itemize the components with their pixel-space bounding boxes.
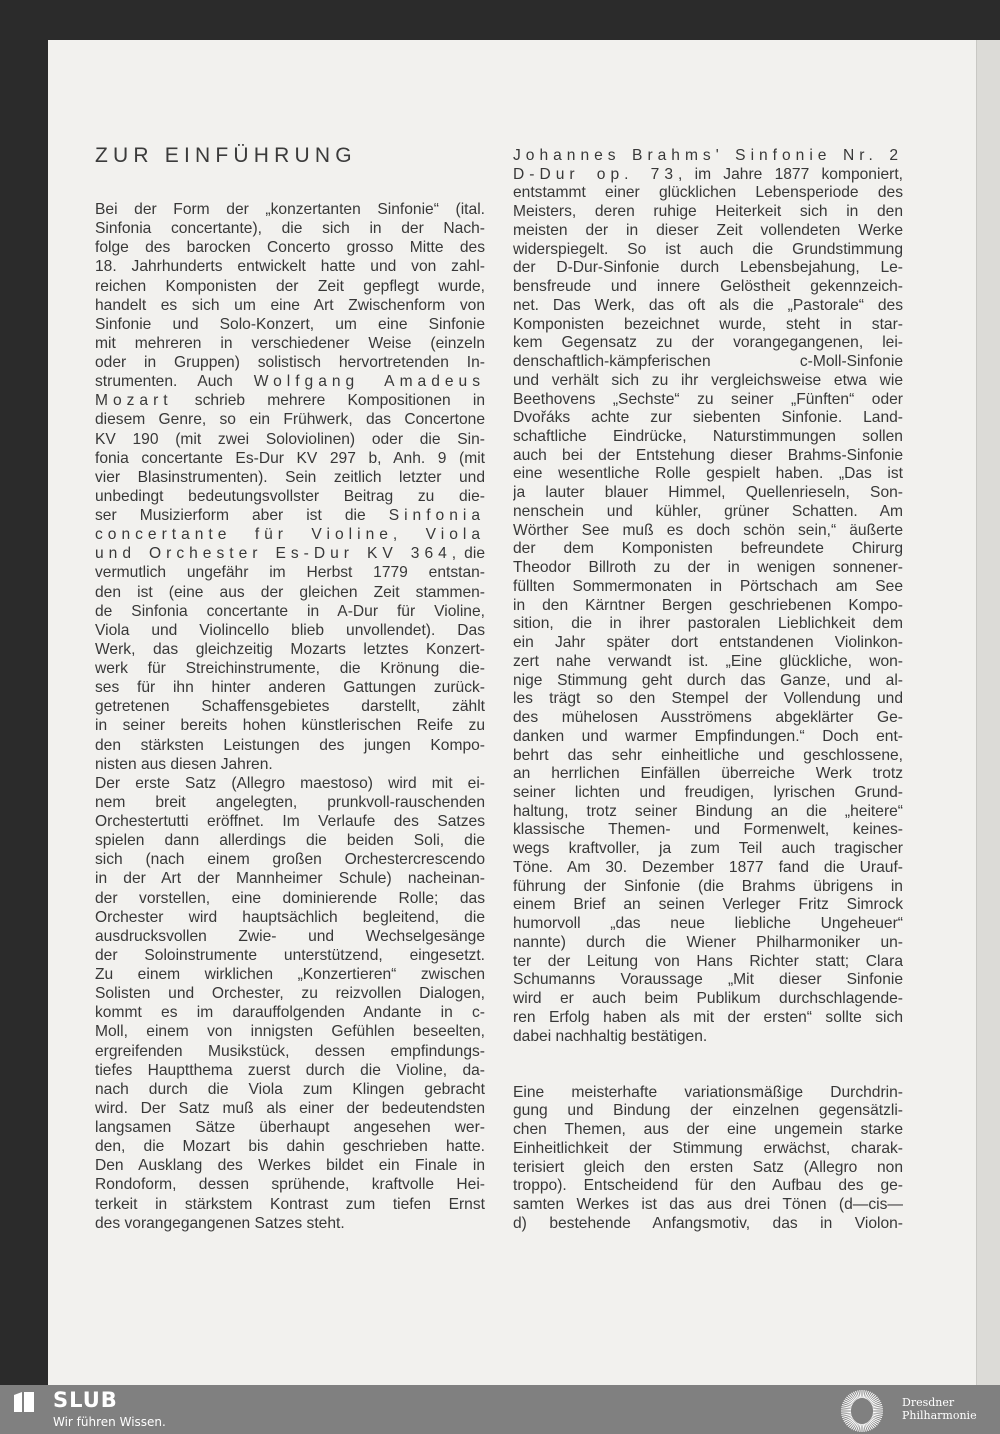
emphasized-text: Mozart <box>95 392 173 410</box>
partner-name-line2: Philharmonie <box>902 1409 977 1422</box>
text-line <box>513 316 903 335</box>
text-line <box>95 391 485 410</box>
text-segment: strumenten. Auch <box>95 373 254 391</box>
text-line <box>513 765 903 784</box>
text-segment: eine wesentliche Rolle gespielt haben. „Das ist <box>513 465 903 483</box>
text-segment: nach durch die Viola zum Klingen gebracht <box>95 1080 485 1098</box>
text-line <box>95 736 485 755</box>
text-line <box>513 803 903 822</box>
text-segment: de Sinfonia concertante in A-Dur für Violine, <box>95 602 485 620</box>
text-segment: Viola und Violincello blieb unvollendet). Das <box>95 621 485 639</box>
text-line <box>513 1028 903 1047</box>
slub-tagline: Wir führen Wissen. <box>53 1415 166 1429</box>
text-segment: vermutlich ungefähr im Herbst 1779 entstan- <box>95 564 485 582</box>
text-segment: diesem Genre, so ein Frühwerk, das Concertone <box>95 411 485 429</box>
emphasized-text: und Orchester Es-Dur KV 364 <box>95 545 452 563</box>
text-segment: mit mehreren in verschiedener Weise (einzeln <box>95 334 485 352</box>
text-segment: den stärksten Leistungen des jungen Kompo- <box>95 736 485 754</box>
text-segment: und verhält sich zu ihr vergleichsweise etwa wie <box>513 371 903 389</box>
emphasized-text: Sinfonia <box>388 507 485 524</box>
text-line <box>513 747 903 766</box>
text-line <box>513 690 903 709</box>
text-line <box>95 697 485 716</box>
text-segment: ergreifenden Musikstück, dessen empfindungs- <box>95 1042 485 1060</box>
text-line <box>95 869 485 888</box>
text-line <box>95 544 485 563</box>
text-segment: schaftliche Eindrücke, Naturstimmungen sollen <box>513 428 903 446</box>
text-line <box>513 522 903 541</box>
text-segment: Solisten und Orchester, zu reizvollen Dialogen, <box>95 985 485 1003</box>
logo-ray <box>873 1409 883 1410</box>
text-line <box>95 372 485 391</box>
text-line <box>95 774 485 793</box>
text-segment: der vorstellen, eine dominierende Rolle; das <box>95 889 485 907</box>
text-line <box>513 391 903 410</box>
text-line <box>513 709 903 728</box>
text-line <box>513 297 903 316</box>
text-line <box>95 621 485 640</box>
text-segment: entstammt einer glücklichen Lebensperiode des <box>513 184 903 202</box>
text-segment: Töne. Am 30. Dezember 1877 fand die Urauf- <box>513 858 903 876</box>
text-line <box>513 465 903 484</box>
logo-ray <box>860 1390 861 1398</box>
text-line <box>95 812 485 831</box>
text-line <box>513 597 903 616</box>
text-line <box>95 487 485 506</box>
text-segment: wird er auch beim Publikum durchschlagende- <box>513 990 903 1008</box>
text-segment: Komponisten bezeichnet wurde, steht in star- <box>513 315 903 333</box>
text-line <box>513 241 903 260</box>
text-line <box>95 1022 485 1041</box>
text-segment: spielen dann allerdings die beiden Soli, die <box>95 832 485 850</box>
text-segment: denschaftlich-kämpferischen c-Moll-Sinfonie <box>513 353 903 371</box>
text-segment: der D-Dur-Sinfonie durch Lebensbejahung, Le- <box>513 259 903 277</box>
emphasized-text: concertante für Violine, Viola <box>95 526 485 544</box>
text-line <box>95 1156 485 1175</box>
text-line <box>95 277 485 296</box>
text-segment: auch bei der Entstehung dieser Brahms-Sinfonie <box>513 446 903 464</box>
text-segment: haltung, trotz seiner Bindung an die „heitere“ <box>513 802 903 820</box>
text-line <box>513 484 903 503</box>
text-segment: 18. Jahrhunderts entwickelt hatte und von zahl- <box>95 258 485 276</box>
text-segment: kommt es im darauffolgenden Andante in c- <box>95 1004 485 1022</box>
text-line <box>95 1042 485 1061</box>
page-title: ZUR EINFÜHRUNG <box>95 144 357 167</box>
right-column <box>513 147 903 1234</box>
text-line <box>513 540 903 559</box>
text-segment: den ist (eine aus der gleichen Zeit stammen- <box>95 583 485 601</box>
text-line <box>513 222 903 241</box>
text-line <box>513 672 903 691</box>
text-segment: les trägt so den Stempel der Vollendung und <box>513 690 903 708</box>
text-segment: Schumanns Voraussage „Mit dieser Sinfonie <box>513 971 903 989</box>
text-segment: Den Ausklang des Werkes bildet ein Finale in <box>95 1157 485 1175</box>
logo-ray <box>863 1424 864 1432</box>
next-page-edge <box>976 40 1000 1386</box>
text-segment: einem Brief an seinen Verleger Fritz Simrock <box>513 896 903 914</box>
text-segment: sich (nach einem großen Orchestercrescendo <box>95 851 485 869</box>
text-segment: der Soloinstrumente unterstützend, eingesetzt. <box>95 946 485 964</box>
text-line <box>95 238 485 257</box>
text-line <box>513 859 903 878</box>
text-segment: ren Erfolg haben als mit der ersten“ sollte sich <box>513 1008 903 1026</box>
text-segment: nige Stimmung geht durch das Ganze, und al- <box>513 671 903 689</box>
footer-bar <box>0 1385 1000 1434</box>
emphasized-text: Wolfgang Amadeus <box>253 373 485 391</box>
text-segment: oder in Gruppen) solistisch hervortretenden In- <box>95 354 485 371</box>
text-segment: in den Kärntner Bergen geschriebenen Kompo- <box>513 596 903 614</box>
text-segment: Eine meisterhafte variationsmäßige Durchdrin- <box>513 1083 903 1101</box>
text-line <box>95 1137 485 1156</box>
left-column <box>95 200 485 1233</box>
text-segment: der dem Komponisten befreundete Chirurg <box>513 540 903 558</box>
text-segment: Dvořáks achte zur siebenten Sinfonie. Land- <box>513 409 903 427</box>
logo-ray <box>873 1412 883 1413</box>
text-segment: Moll, einem von innigsten Gefühlen beseelten, <box>95 1023 485 1041</box>
text-segment: Bei der Form der „konzertanten Sinfonie“ (ital. <box>95 201 485 218</box>
text-segment: Einheitlichkeit der Stimmung erwächst, charak- <box>513 1139 903 1157</box>
text-line <box>513 990 903 1009</box>
text-segment: nem breit angelegten, prunkvoll-rauschenden <box>95 793 485 811</box>
text-line <box>513 1196 903 1215</box>
text-line <box>513 1102 903 1121</box>
text-line <box>95 563 485 582</box>
slub-book-icon <box>12 1392 36 1412</box>
text-line <box>95 1195 485 1214</box>
text-line <box>513 259 903 278</box>
text-line <box>95 1214 485 1233</box>
text-line <box>95 716 485 735</box>
text-line <box>95 506 485 525</box>
text-line <box>513 1121 903 1140</box>
logo-ray <box>841 1412 851 1413</box>
text-segment: behrt das sehr einheitliche und geschlossene, <box>513 746 903 764</box>
text-segment: seiner lichten und freudigen, lyrischen Grund- <box>513 783 903 801</box>
text-segment: folge des barocken Concerto grosso Mitte des <box>95 239 485 257</box>
text-line <box>513 821 903 840</box>
text-line <box>95 449 485 468</box>
text-line <box>513 1084 903 1103</box>
text-line <box>513 409 903 428</box>
text-segment: Rondoform, dessen sprühende, kraftvolle Hei- <box>95 1176 485 1194</box>
text-segment: getretenen Schaffensgebietes darstellt, zählt <box>95 698 485 716</box>
dresdner-philharmonie-logo-icon[interactable] <box>840 1389 884 1433</box>
text-line <box>95 1061 485 1080</box>
text-segment: nannte) durch die Wiener Philharmoniker un- <box>513 933 903 951</box>
emphasized-text: Johannes Brahms' Sinfonie Nr. 2 <box>513 147 903 164</box>
text-segment: ja lauter blauer Himmel, Quellenrieseln, Son- <box>513 484 903 502</box>
text-line <box>95 1080 485 1099</box>
text-segment: reichen Komponisten der Zeit gepflegt wurde, <box>95 277 485 295</box>
text-line <box>513 653 903 672</box>
text-segment: Sinfonie und Solo-Konzert, um eine Sinfonie <box>95 315 485 333</box>
text-segment: nenschein und kühler, grüner Schatten. Am <box>513 502 903 520</box>
text-line <box>513 934 903 953</box>
text-segment: terisiert gleich den ersten Satz (Allegro non <box>513 1158 903 1176</box>
text-segment: zert nahe verwandt ist. „Eine glückliche, won- <box>513 652 903 670</box>
text-segment: bensfreude und innere Gelöstheit gekennzeich- <box>513 278 903 296</box>
text-segment: d) bestehende Anfangsmotiv, das in Violon- <box>513 1214 903 1232</box>
logo-ray <box>841 1409 851 1410</box>
text-line <box>513 147 903 166</box>
text-line <box>95 353 485 372</box>
text-line <box>513 278 903 297</box>
text-line <box>513 634 903 653</box>
text-line <box>95 678 485 697</box>
text-segment: wegs kraftvoller, ja zum Teil auch tragischer <box>513 840 903 858</box>
text-line <box>513 559 903 578</box>
text-line <box>513 372 903 391</box>
text-segment: füllten Sommermonaten in Pörtschach am See <box>513 577 903 595</box>
text-line <box>513 953 903 972</box>
text-segment: führung der Sinfonie (die Brahms übrigens in <box>513 877 903 895</box>
text-line <box>513 615 903 634</box>
text-segment: chen Themen, aus der eine ungemein starke <box>513 1121 903 1139</box>
text-line <box>513 353 903 372</box>
text-line <box>95 583 485 602</box>
text-segment: werk für Streichinstrumente, die Krönung die- <box>95 660 485 677</box>
text-segment: des mühelosen Ausströmens abgeklärter Ge- <box>513 709 903 727</box>
text-segment: handelt es sich um eine Art Zwischenform von <box>95 296 485 314</box>
text-line <box>95 908 485 927</box>
text-line <box>95 430 485 449</box>
text-segment: Sinfonia concertante), die sich in der Nach- <box>95 220 485 238</box>
text-line <box>95 525 485 544</box>
text-segment: Beethovens „Sechste“ zu seiner „Fünften“ oder <box>513 390 903 408</box>
text-segment: Werk, das gleichzeitig Mozarts letztes Konzert- <box>95 640 485 658</box>
text-segment: ausdrucksvollen Zwie- und Wechselgesänge <box>95 927 485 945</box>
text-segment: humorvoll „das neue liebliche Ungeheuer“ <box>513 915 903 933</box>
text-line <box>95 965 485 984</box>
text-line <box>513 728 903 747</box>
text-line <box>513 166 903 185</box>
logo-ray <box>863 1390 864 1398</box>
text-line <box>513 1177 903 1196</box>
text-line <box>513 1140 903 1159</box>
text-line <box>95 334 485 353</box>
text-line <box>513 784 903 803</box>
text-line <box>95 468 485 487</box>
text-line <box>95 1118 485 1137</box>
text-line <box>513 334 903 353</box>
text-segment: Theodor Billroth zu der in wenigen sonnener- <box>513 559 903 577</box>
text-segment: in seiner bereits hohen künstlerischen Reife zu <box>95 717 485 735</box>
text-line <box>513 203 903 222</box>
text-segment: an herrlichen Einfällen überreiche Werk trotz <box>513 765 903 783</box>
text-line <box>95 927 485 946</box>
text-segment: , die <box>451 545 485 563</box>
text-segment: des vorangegangenen Satzes steht. <box>95 1214 345 1232</box>
text-segment: terkeit in stärkstem Kontrast zum tiefen Ernst <box>95 1195 485 1213</box>
text-segment: dabei nachhaltig bestätigen. <box>513 1027 708 1045</box>
text-segment: troppo). Entscheidend für den Aufbau des ge- <box>513 1177 903 1195</box>
text-line <box>95 602 485 621</box>
text-line <box>513 896 903 915</box>
text-segment: langsamen Sätze überhaupt angesehen wer- <box>95 1119 485 1136</box>
text-line <box>513 840 903 859</box>
text-line <box>95 257 485 276</box>
text-line <box>513 578 903 597</box>
text-segment: widerspiegelt. So ist auch die Grundstimmung <box>513 240 903 258</box>
text-segment: den, die Mozart bis dahin geschrieben hatte. <box>95 1138 485 1156</box>
dresdner-philharmonie-name <box>902 1396 977 1422</box>
text-line <box>95 755 485 774</box>
text-segment: vier Blasinstrumenten). Sein zeitlich letzter und <box>95 468 485 486</box>
text-line <box>95 984 485 1003</box>
text-segment: Zu einem wirklichen „Konzertieren“ zwischen <box>95 966 485 983</box>
text-segment: in der Art der Mannheimer Schule) nacheinan- <box>95 870 485 888</box>
text-line <box>513 915 903 934</box>
text-segment: fonia concertante Es-Dur KV 297 b, Anh. 9 (mit <box>95 449 485 467</box>
text-segment: ser Musizierform aber ist die <box>95 507 389 524</box>
text-line <box>513 428 903 447</box>
text-segment: nisten aus diesen Jahren. <box>95 755 273 773</box>
text-line <box>95 315 485 334</box>
text-segment: , im Jahre 1877 komponiert, <box>678 165 903 183</box>
text-line <box>95 200 485 219</box>
text-segment: Meisters, deren ruhige Heiterkeit sich in den <box>513 203 903 221</box>
text-line <box>95 219 485 238</box>
text-segment: Orchester wird hauptsächlich begleitend, die <box>95 908 485 926</box>
text-segment: net. Das Werk, das oft als die „Pastorale“ des <box>513 296 903 314</box>
text-line <box>95 1003 485 1022</box>
text-line <box>95 946 485 965</box>
text-line <box>513 878 903 897</box>
text-line <box>95 296 485 315</box>
text-line <box>95 640 485 659</box>
text-line <box>513 447 903 466</box>
text-segment: KV 190 (mit zwei Soloviolinen) oder die Sin- <box>95 430 485 448</box>
text-segment: Wörther See muß es doch schön sein,“ äußerte <box>513 521 903 539</box>
emphasized-text: D-Dur op. 73 <box>513 165 679 183</box>
partner-name-line1: Dresdner <box>902 1396 955 1409</box>
text-line <box>95 793 485 812</box>
text-line <box>513 1159 903 1178</box>
text-segment: danken und warmer Empfindungen.“ Doch ent- <box>513 727 903 745</box>
text-segment: schrieb mehrere Kompositionen in <box>172 392 485 410</box>
text-line <box>513 1009 903 1028</box>
text-line <box>513 971 903 990</box>
text-line <box>95 659 485 678</box>
logo-ray <box>860 1424 861 1432</box>
text-segment: Der erste Satz (Allegro maestoso) wird mit ei- <box>95 774 485 792</box>
text-segment: tiefes Hauptthema zuerst durch die Violine, da- <box>95 1061 485 1079</box>
text-segment: klassische Themen- und Formenwelt, keines- <box>513 821 903 839</box>
text-line <box>95 831 485 850</box>
text-line <box>513 1215 903 1234</box>
text-line <box>95 1175 485 1194</box>
text-segment: wird. Der Satz muß als einer der bedeutendsten <box>95 1099 485 1117</box>
text-segment: kem Gegensatz zu der vorangegangenen, lei- <box>513 334 903 352</box>
text-line <box>513 503 903 522</box>
text-line <box>513 184 903 203</box>
paragraph-gap <box>513 1046 903 1084</box>
text-segment: sition, die in ihrer pastoralen Lieblichkeit dem <box>513 615 903 633</box>
slub-logo-text[interactable]: SLUB <box>53 1388 118 1412</box>
text-segment: unbedingt bedeutungsvollster Beitrag zu die- <box>95 487 485 505</box>
text-segment: meisten der in dieser Zeit vollendeten Werke <box>513 221 903 239</box>
text-line <box>95 889 485 908</box>
text-segment: ter der Leitung von Hans Richter statt; Clara <box>513 952 903 970</box>
text-line <box>95 850 485 869</box>
text-segment: gung und Bindung der einzelnen gegensätzli- <box>513 1102 903 1120</box>
text-line <box>95 410 485 429</box>
text-line <box>95 1099 485 1118</box>
text-segment: samten Werkes ist das aus drei Tönen (d—cis— <box>513 1196 903 1214</box>
text-segment: ses für ihn hinter anderen Gattungen zurück- <box>95 679 485 697</box>
text-segment: ein Jahr später dort entstandenen Violinkon- <box>513 634 903 652</box>
text-segment: Orchestertutti eröffnet. Im Verlaufe des Satzes <box>95 813 485 830</box>
